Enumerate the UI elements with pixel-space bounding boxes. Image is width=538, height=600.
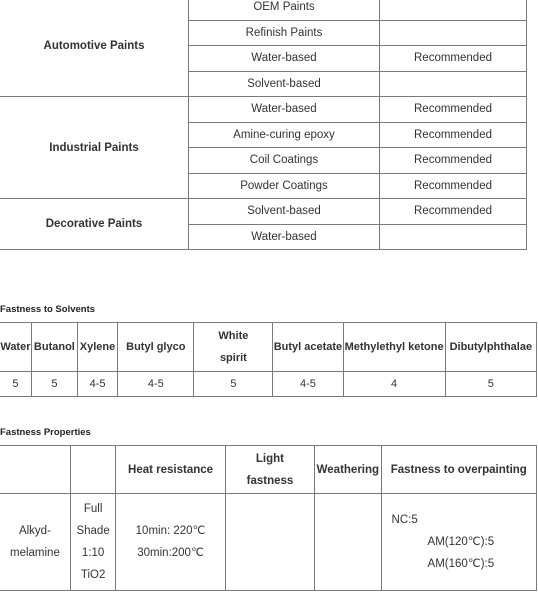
value-cell: 4-5 [273, 372, 343, 397]
table-header-row [0, 323, 537, 372]
recommendation-cell: Recommended [380, 173, 527, 199]
fastness-properties-table [0, 445, 537, 591]
header-cell: Xylene [77, 323, 117, 372]
recommendation-cell: Recommended [380, 122, 527, 148]
paint-type-cell: OEM Paints [189, 0, 380, 20]
paint-type-cell: Solvent-based [189, 199, 380, 225]
paint-type-cell: Amine-curing epoxy [189, 122, 380, 148]
header-cell: Water [0, 323, 31, 372]
heat-resistance-cell [116, 494, 225, 591]
recommendation-cell: Recommended [380, 148, 527, 174]
category-cell: Decorative Paints [0, 199, 189, 250]
paint-type-cell: Water-based [189, 224, 380, 250]
value-cell: 4 [343, 372, 445, 397]
recommendation-cell: Recommended [380, 97, 527, 123]
header-cell [70, 446, 116, 494]
solvent-fastness-table [0, 322, 537, 397]
paint-type-cell: Powder Coatings [189, 173, 380, 199]
paint-type-cell: Refinish Paints [189, 20, 380, 46]
overpainting-nc: NC:5 [391, 514, 418, 526]
header-cell: Fastness to overpainting [381, 446, 536, 494]
value-cell: 5 [194, 372, 273, 397]
recommendation-cell: Recommended [380, 46, 527, 72]
table-row [0, 97, 527, 123]
value-cell: 5 [31, 372, 77, 397]
overpainting-am120: AM(120℃):5 [427, 536, 495, 548]
light-fastness-cell [225, 494, 314, 591]
category-cell: Industrial Paints [0, 97, 189, 199]
overpainting-cell [381, 494, 536, 591]
heat-line: 30min:200℃ [137, 547, 204, 559]
table-row [0, 494, 537, 591]
heat-line: 10min: 220℃ [135, 525, 206, 537]
category-cell: Automotive Paints [0, 0, 189, 97]
header-cell: Methylethyl ketone [343, 323, 445, 372]
value-cell: 5 [445, 372, 536, 397]
solvents-heading: Fastness to Solvents [0, 304, 96, 315]
header-cell: Butyl glyco [118, 323, 194, 372]
table-row [0, 0, 527, 20]
table-row [0, 199, 527, 225]
header-cell: White spirit [194, 323, 273, 372]
header-cell: Light fastness [225, 446, 314, 494]
header-cell: Butanol [31, 323, 77, 372]
value-cell: 4-5 [77, 372, 117, 397]
table-header-row [0, 446, 537, 494]
overpainting-am160: AM(160℃):5 [427, 558, 495, 570]
shade-cell: Full Shade 1:10 TiO2 [70, 494, 116, 591]
recommendation-cell [380, 0, 527, 20]
paint-type-cell: Water-based [189, 97, 380, 123]
table-row [0, 372, 537, 397]
value-cell: 5 [0, 372, 31, 397]
paint-type-cell: Water-based [189, 46, 380, 72]
recommendation-cell [380, 71, 527, 97]
paint-type-cell: Solvent-based [189, 71, 380, 97]
paint-type-cell: Coil Coatings [189, 148, 380, 174]
recommendation-cell [380, 20, 527, 46]
header-cell: Weathering [315, 446, 381, 494]
header-cell [0, 446, 70, 494]
value-cell: 4-5 [118, 372, 194, 397]
recommendation-cell: Recommended [380, 199, 527, 225]
header-cell: Butyl acetate [273, 323, 343, 372]
header-cell: Dibutylphthalae [445, 323, 536, 372]
system-cell: Alkyd-melamine [0, 494, 70, 591]
header-cell: Heat resistance [116, 446, 225, 494]
weathering-cell [315, 494, 381, 591]
recommendation-cell [380, 224, 527, 250]
properties-heading: Fastness Properties [0, 427, 91, 438]
application-table [0, 0, 527, 250]
